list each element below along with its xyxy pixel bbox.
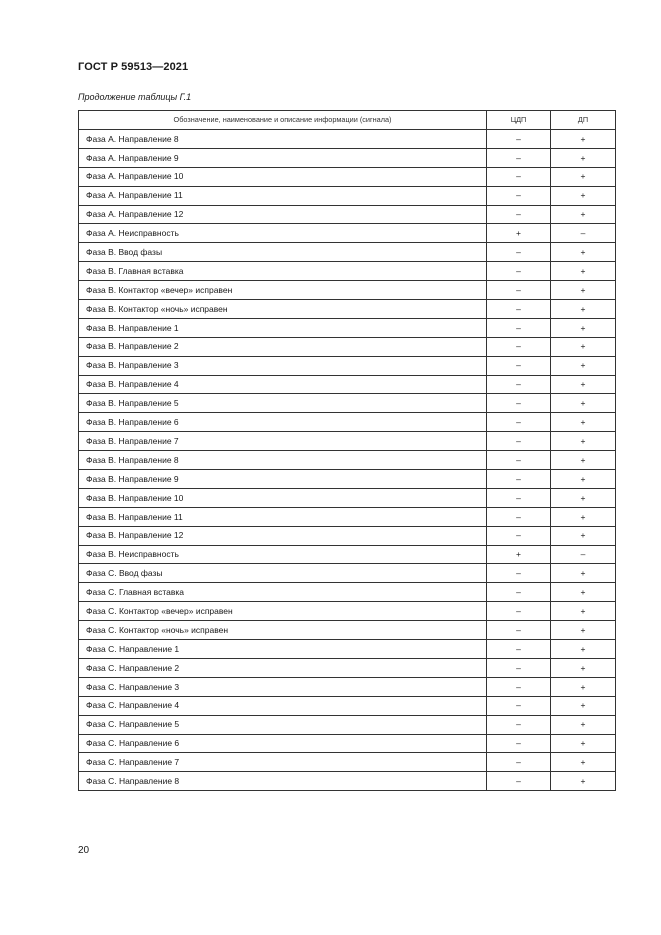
dp-mark-cell: + — [551, 734, 616, 753]
signal-description-cell: Фаза В. Направление 3 — [79, 356, 487, 375]
signal-description-cell: Фаза В. Главная вставка — [79, 262, 487, 281]
dp-mark-cell: + — [551, 677, 616, 696]
table-row — [79, 130, 616, 149]
signal-description-cell: Фаза В. Направление 4 — [79, 375, 487, 394]
table-row — [79, 148, 616, 167]
column-header-dp: ДП — [551, 111, 616, 130]
cdp-mark-cell: – — [487, 186, 551, 205]
cdp-mark-cell: – — [487, 318, 551, 337]
cdp-mark-cell: – — [487, 677, 551, 696]
table-row — [79, 300, 616, 319]
signal-description-cell: Фаза С. Контактор «ночь» исправен — [79, 621, 487, 640]
dp-mark-cell: + — [551, 337, 616, 356]
table-row — [79, 205, 616, 224]
table-row — [79, 507, 616, 526]
table-row — [79, 696, 616, 715]
table-row — [79, 356, 616, 375]
document-title: ГОСТ Р 59513—2021 — [78, 61, 189, 73]
dp-mark-cell: + — [551, 148, 616, 167]
dp-mark-cell: + — [551, 640, 616, 659]
dp-mark-cell: + — [551, 356, 616, 375]
cdp-mark-cell: – — [487, 394, 551, 413]
signal-description-cell: Фаза А. Направление 8 — [79, 130, 487, 149]
table-row — [79, 545, 616, 564]
dp-mark-cell: + — [551, 130, 616, 149]
cdp-mark-cell: – — [487, 130, 551, 149]
table-row — [79, 186, 616, 205]
cdp-mark-cell: – — [487, 696, 551, 715]
signal-description-cell: Фаза А. Направление 10 — [79, 167, 487, 186]
cdp-mark-cell: – — [487, 413, 551, 432]
dp-mark-cell: + — [551, 488, 616, 507]
cdp-mark-cell: – — [487, 734, 551, 753]
signal-description-cell: Фаза С. Направление 5 — [79, 715, 487, 734]
dp-mark-cell: + — [551, 205, 616, 224]
cdp-mark-cell: – — [487, 564, 551, 583]
table-row — [79, 734, 616, 753]
signal-description-cell: Фаза С. Ввод фазы — [79, 564, 487, 583]
dp-mark-cell: + — [551, 167, 616, 186]
table-row — [79, 658, 616, 677]
cdp-mark-cell: – — [487, 753, 551, 772]
signal-description-cell: Фаза В. Ввод фазы — [79, 243, 487, 262]
signal-description-cell: Фаза В. Неисправность — [79, 545, 487, 564]
cdp-mark-cell: – — [487, 300, 551, 319]
dp-mark-cell: + — [551, 394, 616, 413]
cdp-mark-cell: – — [487, 167, 551, 186]
dp-mark-cell: + — [551, 696, 616, 715]
table-row — [79, 583, 616, 602]
signal-description-cell: Фаза С. Направление 8 — [79, 772, 487, 791]
cdp-mark-cell: – — [487, 205, 551, 224]
table-row — [79, 394, 616, 413]
cdp-mark-cell: – — [487, 356, 551, 375]
table-row — [79, 281, 616, 300]
cdp-mark-cell: – — [487, 451, 551, 470]
table-row — [79, 375, 616, 394]
cdp-mark-cell: – — [487, 602, 551, 621]
dp-mark-cell: + — [551, 243, 616, 262]
table-row — [79, 413, 616, 432]
signal-description-cell: Фаза С. Контактор «вечер» исправен — [79, 602, 487, 621]
table-caption: Продолжение таблицы Г.1 — [78, 92, 192, 102]
cdp-mark-cell: – — [487, 148, 551, 167]
signal-description-cell: Фаза В. Контактор «ночь» исправен — [79, 300, 487, 319]
table-row — [79, 318, 616, 337]
dp-mark-cell: + — [551, 772, 616, 791]
dp-mark-cell: + — [551, 564, 616, 583]
column-header-description: Обозначение, наименование и описание информации (сигнала) — [79, 111, 487, 130]
dp-mark-cell: + — [551, 621, 616, 640]
signal-description-cell: Фаза В. Направление 12 — [79, 526, 487, 545]
signals-table — [78, 110, 616, 791]
signal-description-cell: Фаза С. Направление 1 — [79, 640, 487, 659]
table-row — [79, 621, 616, 640]
signal-description-cell: Фаза С. Главная вставка — [79, 583, 487, 602]
table-row — [79, 772, 616, 791]
cdp-mark-cell: – — [487, 375, 551, 394]
dp-mark-cell: + — [551, 318, 616, 337]
table-row — [79, 470, 616, 489]
cdp-mark-cell: + — [487, 224, 551, 243]
cdp-mark-cell: – — [487, 488, 551, 507]
cdp-mark-cell: – — [487, 640, 551, 659]
cdp-mark-cell: + — [487, 545, 551, 564]
signal-description-cell: Фаза С. Направление 2 — [79, 658, 487, 677]
column-header-cdp: ЦДП — [487, 111, 551, 130]
cdp-mark-cell: – — [487, 583, 551, 602]
table-row — [79, 262, 616, 281]
signal-description-cell: Фаза В. Контактор «вечер» исправен — [79, 281, 487, 300]
signal-description-cell: Фаза В. Направление 9 — [79, 470, 487, 489]
cdp-mark-cell: – — [487, 432, 551, 451]
signal-description-cell: Фаза В. Направление 1 — [79, 318, 487, 337]
signal-description-cell: Фаза А. Направление 9 — [79, 148, 487, 167]
table-row — [79, 451, 616, 470]
dp-mark-cell: + — [551, 281, 616, 300]
signal-description-cell: Фаза А. Направление 11 — [79, 186, 487, 205]
table-row — [79, 167, 616, 186]
signal-description-cell: Фаза С. Направление 3 — [79, 677, 487, 696]
dp-mark-cell: + — [551, 413, 616, 432]
cdp-mark-cell: – — [487, 262, 551, 281]
signal-description-cell: Фаза С. Направление 7 — [79, 753, 487, 772]
table-row — [79, 602, 616, 621]
cdp-mark-cell: – — [487, 243, 551, 262]
cdp-mark-cell: – — [487, 658, 551, 677]
dp-mark-cell: + — [551, 753, 616, 772]
table-row — [79, 337, 616, 356]
dp-mark-cell: + — [551, 375, 616, 394]
signal-description-cell: Фаза В. Направление 8 — [79, 451, 487, 470]
cdp-mark-cell: – — [487, 621, 551, 640]
signal-description-cell: Фаза В. Направление 6 — [79, 413, 487, 432]
dp-mark-cell: + — [551, 583, 616, 602]
dp-mark-cell: + — [551, 602, 616, 621]
page-number: 20 — [78, 845, 90, 856]
table-row — [79, 715, 616, 734]
dp-mark-cell: + — [551, 658, 616, 677]
table-header-row — [79, 111, 616, 130]
cdp-mark-cell: – — [487, 526, 551, 545]
table-body — [79, 130, 616, 791]
signal-description-cell: Фаза А. Неисправность — [79, 224, 487, 243]
table-row — [79, 564, 616, 583]
table-row — [79, 243, 616, 262]
signal-description-cell: Фаза В. Направление 11 — [79, 507, 487, 526]
cdp-mark-cell: – — [487, 772, 551, 791]
table-row — [79, 677, 616, 696]
signal-description-cell: Фаза В. Направление 10 — [79, 488, 487, 507]
signal-description-cell: Фаза В. Направление 5 — [79, 394, 487, 413]
dp-mark-cell: + — [551, 300, 616, 319]
table-row — [79, 526, 616, 545]
cdp-mark-cell: – — [487, 470, 551, 489]
dp-mark-cell: + — [551, 526, 616, 545]
table-row — [79, 640, 616, 659]
signal-description-cell: Фаза С. Направление 4 — [79, 696, 487, 715]
dp-mark-cell: – — [551, 224, 616, 243]
dp-mark-cell: – — [551, 545, 616, 564]
cdp-mark-cell: – — [487, 337, 551, 356]
signal-description-cell: Фаза В. Направление 7 — [79, 432, 487, 451]
cdp-mark-cell: – — [487, 281, 551, 300]
dp-mark-cell: + — [551, 715, 616, 734]
cdp-mark-cell: – — [487, 507, 551, 526]
dp-mark-cell: + — [551, 451, 616, 470]
dp-mark-cell: + — [551, 262, 616, 281]
table-row — [79, 753, 616, 772]
signal-description-cell: Фаза А. Направление 12 — [79, 205, 487, 224]
signal-description-cell: Фаза С. Направление 6 — [79, 734, 487, 753]
table-row — [79, 224, 616, 243]
dp-mark-cell: + — [551, 432, 616, 451]
table-row — [79, 432, 616, 451]
dp-mark-cell: + — [551, 507, 616, 526]
dp-mark-cell: + — [551, 186, 616, 205]
signal-description-cell: Фаза В. Направление 2 — [79, 337, 487, 356]
dp-mark-cell: + — [551, 470, 616, 489]
cdp-mark-cell: – — [487, 715, 551, 734]
table-row — [79, 488, 616, 507]
